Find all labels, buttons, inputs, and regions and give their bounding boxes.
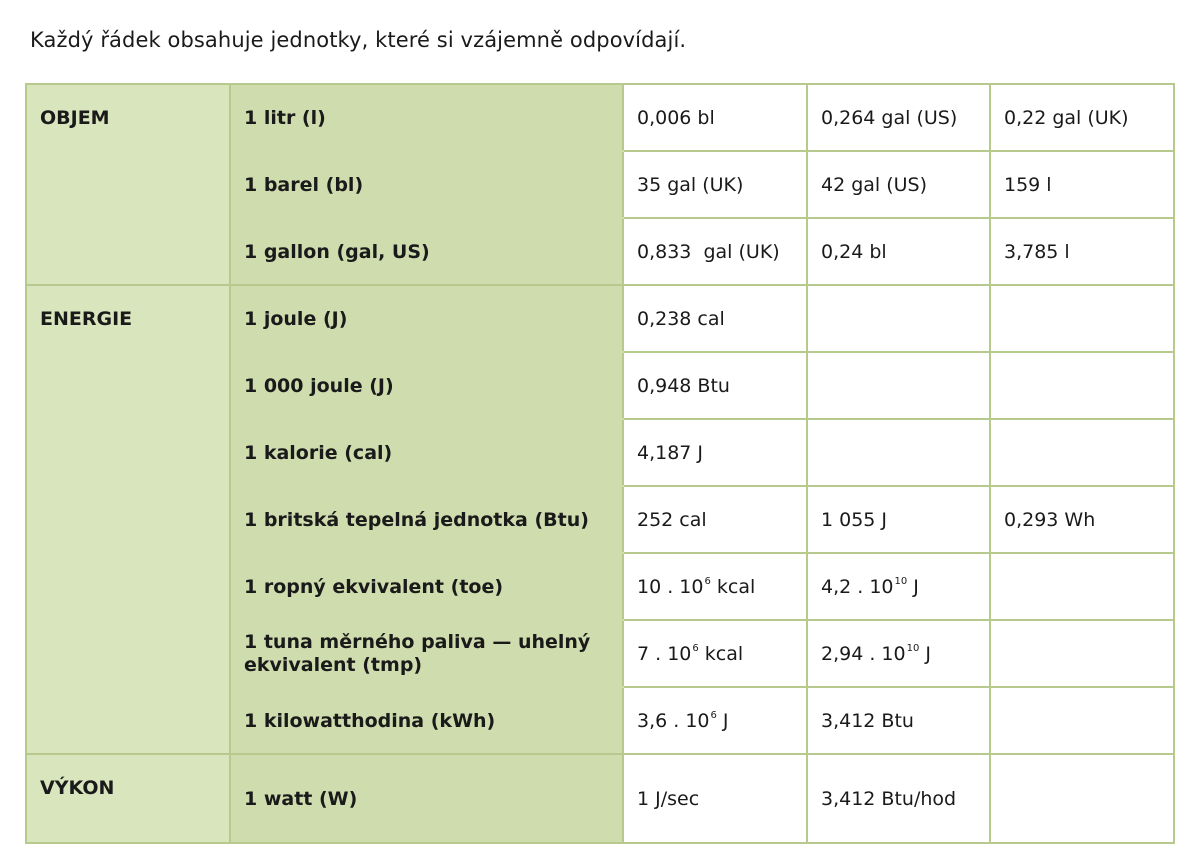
value-cell	[807, 285, 990, 352]
value-cell: 252 cal	[623, 486, 807, 553]
value-cell	[990, 687, 1174, 754]
value-cell: 0,24 bl	[807, 218, 990, 285]
value-cell	[807, 352, 990, 419]
category-cell: ENERGIE	[26, 285, 230, 754]
value-base: 4,2 . 10	[821, 575, 894, 598]
value-cell	[623, 620, 807, 687]
value-cell: 0,22 gal (UK)	[990, 84, 1174, 151]
value-base: 7 . 10	[637, 642, 692, 665]
value-cell: 0,238 cal	[623, 285, 807, 352]
unit-conversion-table	[25, 83, 1175, 844]
unit-cell: 1 joule (J)	[230, 285, 623, 352]
value-exponent: 10	[894, 575, 908, 587]
value-exponent: 6	[692, 642, 699, 654]
table-body	[26, 84, 1174, 843]
value-exponent: 6	[710, 709, 717, 721]
value-cell	[990, 285, 1174, 352]
value-cell	[990, 754, 1174, 843]
category-cell: OBJEM	[26, 84, 230, 285]
value-base: 2,94 . 10	[821, 642, 906, 665]
value-cell: 4,187 J	[623, 419, 807, 486]
value-cell: 3,785 l	[990, 218, 1174, 285]
value-cell: 159 l	[990, 151, 1174, 218]
value-cell	[807, 419, 990, 486]
value-cell	[990, 352, 1174, 419]
unit-cell: 1 litr (l)	[230, 84, 623, 151]
unit-cell: 1 watt (W)	[230, 754, 623, 843]
value-unit: kcal	[698, 642, 744, 665]
unit-cell: 1 tuna měrného paliva — uhelný ekvivalent (tmp)	[230, 620, 623, 687]
value-cell	[990, 419, 1174, 486]
value-cell	[623, 687, 807, 754]
value-cell	[623, 553, 807, 620]
value-unit: J	[907, 575, 919, 598]
value-cell	[807, 620, 990, 687]
value-cell: 35 gal (UK)	[623, 151, 807, 218]
value-cell	[990, 620, 1174, 687]
value-exponent: 10	[906, 642, 920, 654]
intro-text: Každý řádek obsahuje jednotky, které si vzájemně odpovídají.	[30, 28, 687, 52]
value-cell	[990, 553, 1174, 620]
value-cell: 1 055 J	[807, 486, 990, 553]
value-cell: 3,412 Btu	[807, 687, 990, 754]
value-unit: J	[716, 709, 729, 732]
value-exponent: 6	[704, 575, 711, 587]
unit-cell: 1 000 joule (J)	[230, 352, 623, 419]
value-cell: 1 J/sec	[623, 754, 807, 843]
unit-cell: 1 kalorie (cal)	[230, 419, 623, 486]
value-base: 10 . 10	[637, 575, 704, 598]
table-row	[26, 84, 1174, 151]
value-cell: 3,412 Btu/hod	[807, 754, 990, 843]
value-cell: 0,264 gal (US)	[807, 84, 990, 151]
value-base: 3,6 . 10	[637, 709, 710, 732]
unit-cell: 1 barel (bl)	[230, 151, 623, 218]
value-cell	[807, 553, 990, 620]
value-cell: 0,948 Btu	[623, 352, 807, 419]
unit-cell: 1 britská tepelná jednotka (Btu)	[230, 486, 623, 553]
unit-cell: 1 ropný ekvivalent (toe)	[230, 553, 623, 620]
value-cell: 0,833 gal (UK)	[623, 218, 807, 285]
unit-cell: 1 kilowatthodina (kWh)	[230, 687, 623, 754]
table-row	[26, 285, 1174, 352]
value-cell: 0,006 bl	[623, 84, 807, 151]
table-row	[26, 754, 1174, 843]
category-cell: VÝKON	[26, 754, 230, 843]
value-unit: kcal	[710, 575, 756, 598]
value-cell: 42 gal (US)	[807, 151, 990, 218]
unit-cell: 1 gallon (gal, US)	[230, 218, 623, 285]
value-unit: J	[919, 642, 931, 665]
value-cell: 0,293 Wh	[990, 486, 1174, 553]
